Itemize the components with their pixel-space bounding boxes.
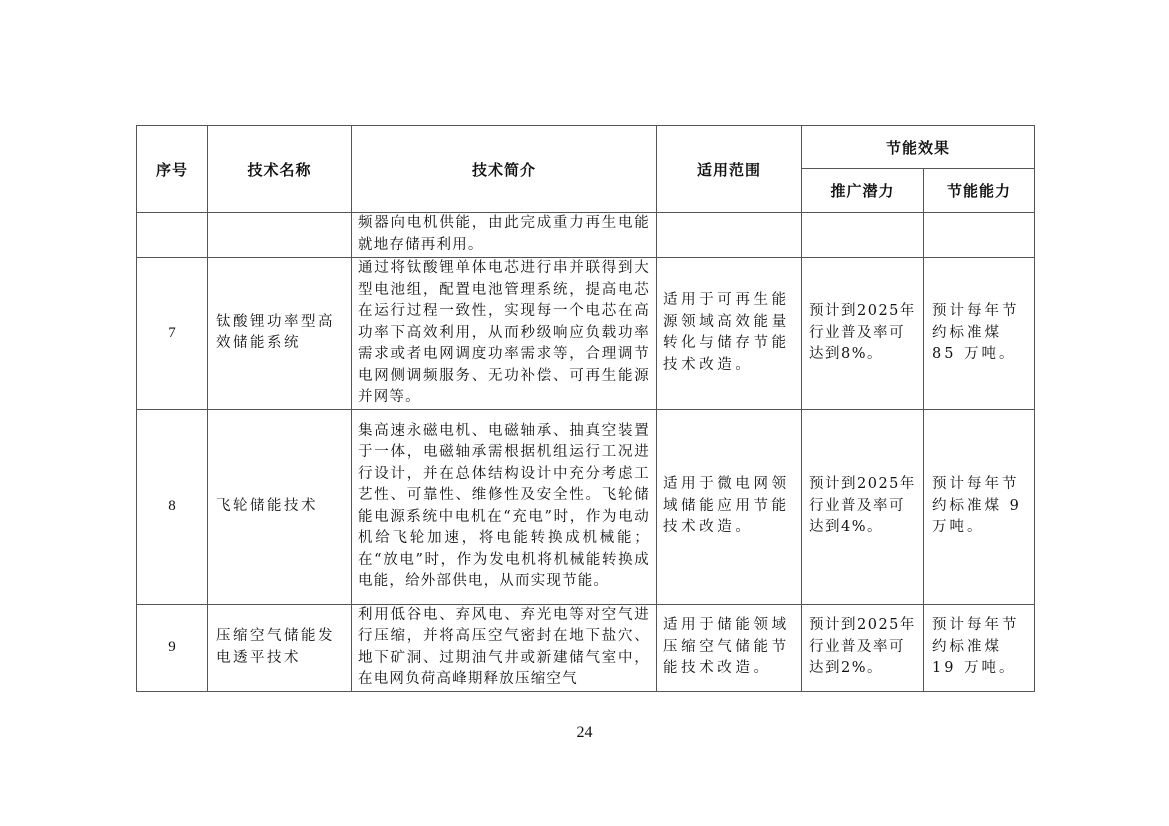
header-seq: 序号 (137, 126, 208, 213)
table-row (137, 604, 1035, 691)
cell-potential (802, 213, 924, 258)
header-potential: 推广潜力 (802, 169, 924, 213)
table-row (137, 409, 1035, 604)
cell-scope: 适用于可再生能源领域高效能量转化与储存节能技术改造。 (657, 258, 802, 410)
cell-capacity: 预计每年节约标准煤 19 万吨。 (924, 604, 1035, 691)
cell-desc: 通过将钛酸锂单体电芯进行串并联得到大型电池组，配置电池管理系统，提高电芯在运行过程一致性，实现每一个电芯在高功率下高效利用，从而秒级响应负载功率需求或者电网调度功率需求等，合理调节电网侧调频服务、无功补偿、可再生能源并网等。 (352, 258, 657, 410)
cell-name (208, 213, 352, 258)
header-effect-group: 节能效果 (802, 126, 1035, 169)
cell-name: 飞轮储能技术 (208, 409, 352, 604)
cell-desc: 利用低谷电、弃风电、弃光电等对空气进行压缩，并将高压空气密封在地下盐穴、地下矿洞、过期油气井或新建储气室中，在电网负荷高峰期释放压缩空气 (352, 604, 657, 691)
cell-scope (657, 213, 802, 258)
cell-potential: 预计到2025年行业普及率可达到2%。 (802, 604, 924, 691)
header-desc: 技术简介 (352, 126, 657, 213)
cell-seq: 7 (137, 258, 208, 410)
cell-scope: 适用于微电网领域储能应用节能技术改造。 (657, 409, 802, 604)
cell-desc: 集高速永磁电机、电磁轴承、抽真空装置于一体，电磁轴承需根据机组运行工况进行设计，并在总体结构设计中充分考虑工艺性、可靠性、维修性及安全性。飞轮储能电源系统中电机在“充电”时，作为电动机给飞轮加速，将电能转换成机械能；在“放电”时，作为发电机将机械能转换成电能，给外部供电，从而实现节能。 (352, 409, 657, 604)
header-scope: 适用范围 (657, 126, 802, 213)
cell-seq (137, 213, 208, 258)
cell-potential: 预计到2025年行业普及率可达到8%。 (802, 258, 924, 410)
cell-capacity: 预计每年节约标准煤 9 万吨。 (924, 409, 1035, 604)
cell-seq: 8 (137, 409, 208, 604)
header-name: 技术名称 (208, 126, 352, 213)
cell-desc: 频器向电机供能，由此完成重力再生电能就地存储再利用。 (352, 213, 657, 258)
table-row (137, 213, 1035, 258)
cell-capacity (924, 213, 1035, 258)
cell-seq: 9 (137, 604, 208, 691)
table-row (137, 258, 1035, 410)
cell-scope: 适用于储能领域压缩空气储能节能技术改造。 (657, 604, 802, 691)
page-number: 24 (576, 724, 593, 741)
cell-name: 钛酸锂功率型高效储能系统 (208, 258, 352, 410)
energy-saving-tech-table (136, 125, 1035, 692)
cell-name: 压缩空气储能发电透平技术 (208, 604, 352, 691)
cell-capacity: 预计每年节约标准煤 85 万吨。 (924, 258, 1035, 410)
cell-potential: 预计到2025年行业普及率可达到4%。 (802, 409, 924, 604)
header-capacity: 节能能力 (924, 169, 1035, 213)
